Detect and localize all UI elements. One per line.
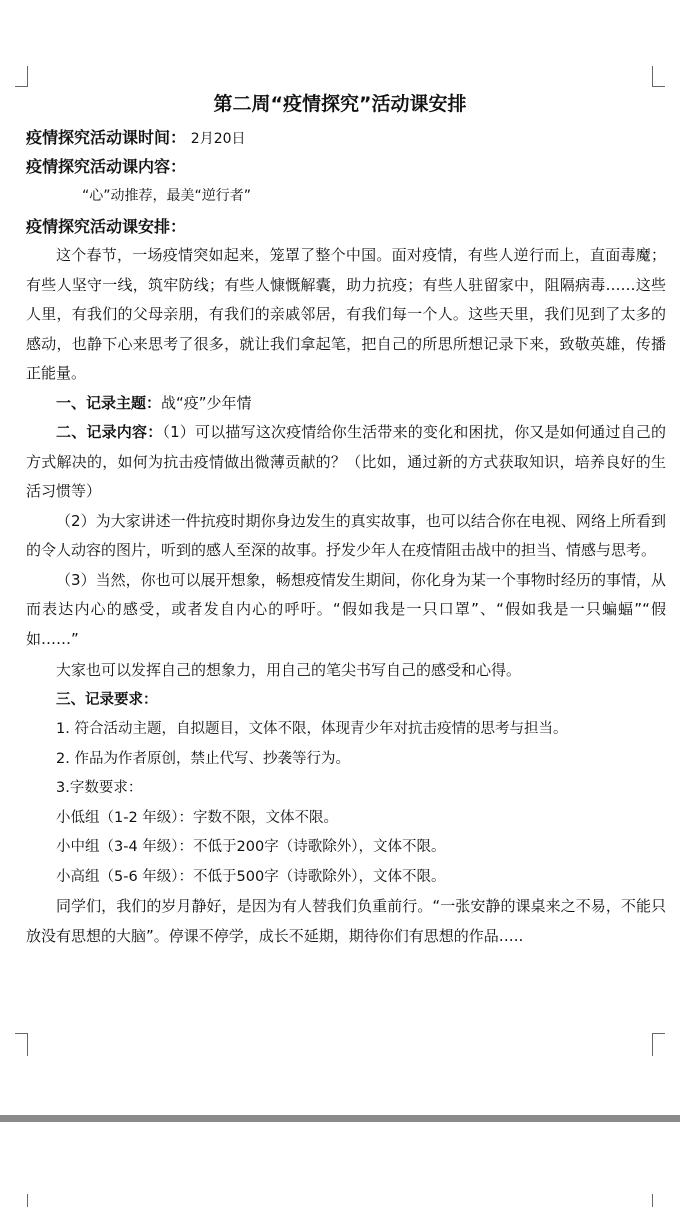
record-paragraph-1	[0, 418, 680, 507]
theme-line	[0, 389, 680, 419]
crop-mark-bottom-left	[15, 1033, 28, 1056]
time-value: 2月20日	[190, 131, 246, 147]
record-label: 二、记录内容：	[56, 423, 163, 441]
arrangement-field	[0, 213, 680, 241]
record-paragraph-4: 大家也可以发挥自己的想象力，用自己的笔尖书写自己的感受和心得。	[56, 661, 522, 679]
theme-label: 一、记录主题：	[56, 393, 162, 412]
requirement-item: 小高组（5-6 年级）：不低于500字（诗歌除外），文体不限。	[56, 868, 446, 885]
closing-paragraph: 同学们，我们的岁月静好，是因为有人替我们负重前行。“一张安静的课桌来之不易，不能只放没有思想的大脑”。停课不停学，成长不延期，期待你们有思想的作品…..	[26, 897, 666, 945]
time-field	[0, 124, 680, 153]
record-paragraph-3: （3）当然，你也可以展开想象，畅想疫情发生期间，你化身为某一个事物时经历的事情，从而表达内心的感受，或者发自内心的呼吁。“假如我是一只口罩”、“假如我是一只蝙蝠”“假如……”	[26, 570, 666, 648]
requirement-item: 2. 作品为作者原创，禁止代写、抄袭等行为。	[56, 750, 350, 767]
requirement-item: 小中组（3-4 年级）：不低于200字（诗歌除外），文体不限。	[56, 839, 446, 855]
record-p1: （1）可以描写这次疫情给你生活带来的变化和困扰，你又是如何通过自己的方式解决的，如何为抗击疫情做出微薄贡献的？（比如，通过新的方式获取知识，培养良好的生活习惯等）	[26, 423, 666, 500]
arrangement-label: 疫情探究活动课安排：	[26, 217, 187, 236]
intro-paragraph: 这个春节，一场疫情突如起来，笼罩了整个中国。面对疫情，有些人逆行而上，直面毒魔；有些人坚守一线，筑牢防线；有些人慷慨解囊，助力抗疫；有些人驻留家中，阻隔病毒……这些人里，有我们的父母亲朋，有我们的亲戚邻居，有我们每一个人。这些天里，我们见到了太多的感动，也静下心来思考了很多，就让我们拿起笔，把自己的所思所想记录下来，致敬英雄，传播正能量。	[26, 246, 666, 382]
content-field	[0, 153, 680, 181]
requirement-item: 1. 符合活动主题，自拟题目，文体不限，体现青少年对抗击疫情的思考与担当。	[56, 721, 568, 737]
document-title: 第二周“疫情探究”活动课安排	[213, 93, 467, 115]
crop-mark-top-left	[15, 66, 28, 87]
requirement-item: 3.字数要求：	[56, 780, 143, 796]
requirements-heading	[0, 686, 680, 716]
requirements-label: 三、记录要求：	[56, 691, 158, 708]
crop-mark-next-page-right	[651, 1194, 653, 1207]
time-label: 疫情探究活动课时间：	[26, 128, 187, 147]
crop-mark-bottom-right	[652, 1033, 665, 1056]
record-paragraph-2: （2）为大家讲述一件抗疫时期你身边发生的真实故事，也可以结合你在电视、网络上所看到的令人动容的图片，听到的感人至深的故事。抒发少年人在疫情阻击战中的担当、情感与思考。	[26, 511, 666, 559]
requirement-item: 小低组（1-2 年级）：字数不限，文体不限。	[56, 809, 339, 826]
content-value: “心”动推荐，最美“逆行者”	[82, 188, 252, 204]
page-separator	[0, 1115, 680, 1122]
document-page	[0, 90, 680, 951]
crop-mark-top-right	[652, 66, 665, 87]
theme-value: 战“疫”少年情	[161, 393, 252, 412]
crop-mark-next-page-left	[27, 1194, 29, 1207]
content-label: 疫情探究活动课内容：	[26, 157, 187, 176]
